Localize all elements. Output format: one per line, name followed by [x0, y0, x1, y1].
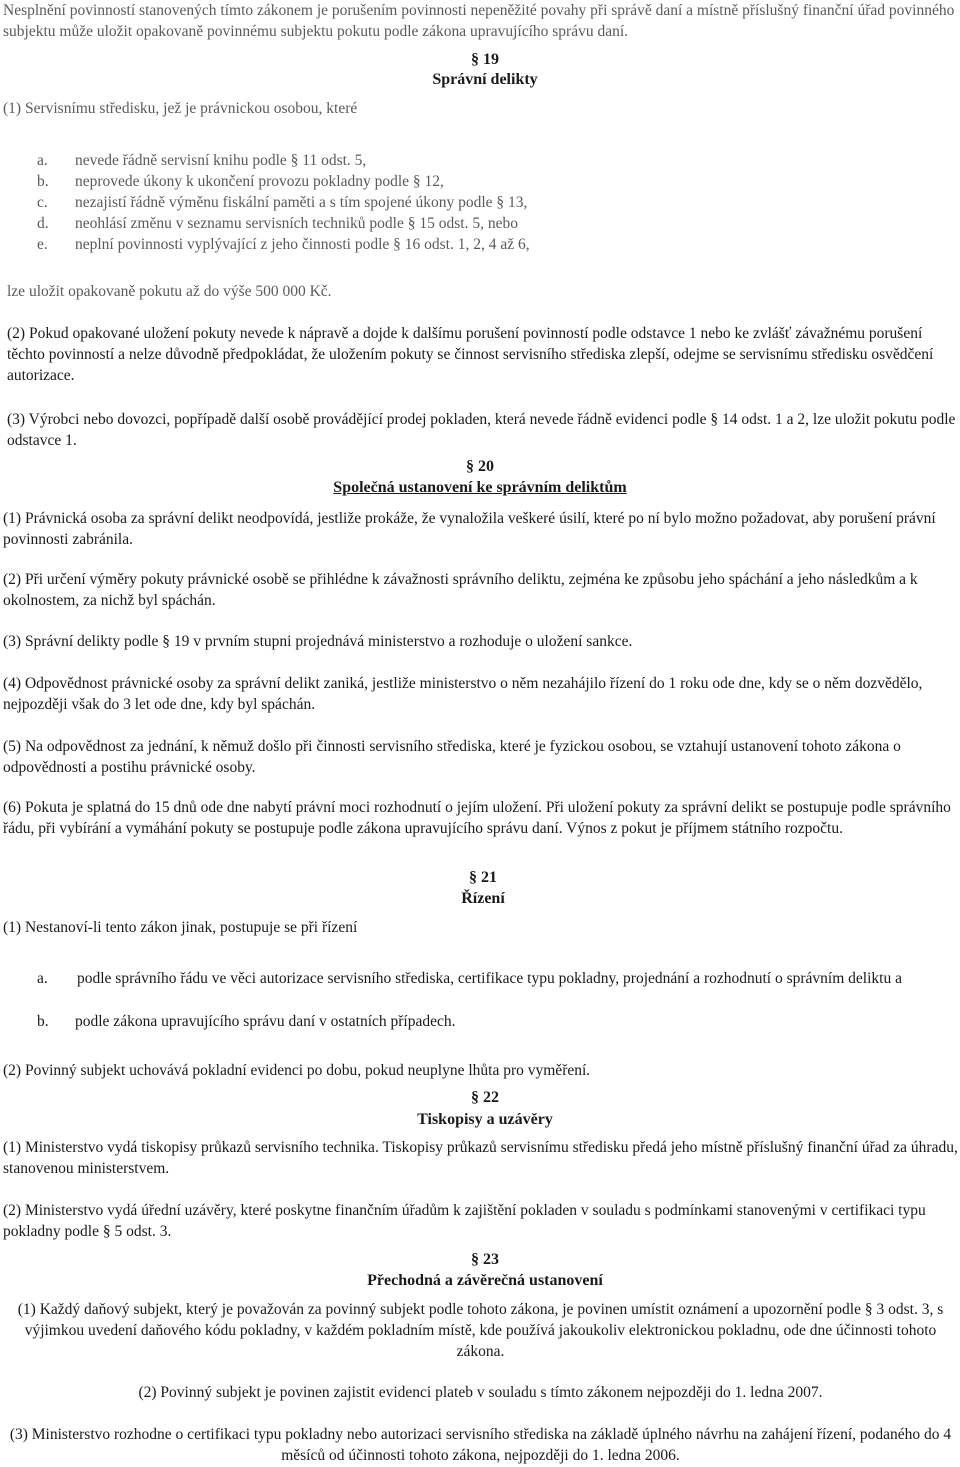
section-20-number: § 20 — [466, 458, 494, 475]
list-item — [37, 171, 444, 192]
section-21-number: § 21 — [469, 869, 497, 886]
section-19-para-1-end: lze uložit opakovaně pokutu až do výše 500 000 Kč. — [7, 283, 332, 300]
section-23-number: § 23 — [471, 1251, 499, 1268]
list-item — [37, 213, 518, 234]
section-21-para-2: (2) Povinný subjekt uchovává pokladní evidenci po dobu, pokud neuplyne lhůta pro vyměření. — [3, 1062, 591, 1079]
section-23-para-2: (2) Povinný subjekt je povinen zajistit evidenci plateb v souladu s tímto zákonem nejpozději do 1. ledna 2007. — [138, 1384, 823, 1401]
list-marker: a. — [37, 970, 48, 987]
section-19-number: § 19 — [471, 51, 499, 68]
section-22-para-2: (2) Ministerstvo vydá úřední uzávěry, které poskytne finančním úřadům k zajištění pokladen v souladu s podmínkami stanovenými v certifikaci typu pokladny podle § 5 odst. 3. — [3, 1202, 926, 1240]
section-21-para-1: (1) Nestanoví-li tento zákon jinak, postupuje se při řízení — [3, 919, 358, 936]
section-20-para-4: (4) Odpovědnost právnické osoby za správní delikt zaniká, jestliže ministerstvo o něm nezahájilo řízení do 1 roku ode dne, kdy se o něm dozvědělo, nejpozději však do 3 let ode dne, kdy byl spáchán. — [3, 675, 923, 713]
section-23-para-1: (1) Každý daňový subjekt, který je považován za povinný subjekt podle tohoto zákona, je povinen umístit oznámení a upozornění podle § 3 odst. 3, s výjimkou uvedení daňového kódu pokladny, v každém pokladním místě, kde používá jakoukoliv elektronickou pokladnu, ode dne účinnosti tohoto zákona. — [17, 1301, 944, 1360]
list-marker: e. — [37, 236, 48, 253]
section-23-title: Přechodná a závěrečná ustanovení — [367, 1272, 603, 1289]
list-item-text: neohlásí změnu v seznamu servisních techniků podle § 15 odst. 5, nebo — [75, 215, 518, 232]
section-20-para-2: (2) Při určení výměry pokuty právnické osobě se přihlédne k závažnosti správního deliktu, zejména ke způsobu jeho spáchání a jeho následkům a k okolnostem, za nichž byl spáchán. — [3, 571, 918, 609]
list-item — [37, 150, 366, 171]
list-item-text: neplní povinnosti vyplývající z jeho činnosti podle § 16 odst. 1, 2, 4 až 6, — [75, 236, 530, 253]
list-item-text: neprovede úkony k ukončení provozu pokladny podle § 12, — [75, 173, 444, 190]
list-marker: a. — [37, 152, 48, 169]
section-19-para-2: (2) Pokud opakované uložení pokuty nevede k nápravě a dojde k dalšímu porušení povinností podle odstavce 1 nebo ke zvlášť závažnému porušení těchto povinností a nelze důvodně předpokládat, že uložením pokuty se činnost servisního střediska zlepší, odejme se servisnímu středisku osvědčení autorizace. — [7, 325, 934, 384]
section-20-para-6: (6) Pokuta je splatná do 15 dnů ode dne nabytí právní moci rozhodnutí o jejím uložení. Při uložení pokuty za správní delikt se postupuje podle správního řádu, při vybírání a vymáhání pokuty se postupuje podle zákona upravujícího správu daní. Výnos z pokut je příjmem státního rozpočtu. — [3, 799, 951, 837]
section-20-para-5: (5) Na odpovědnost za jednání, k němuž došlo při činnosti servisního střediska, které je fyzickou osobou, se vztahují ustanovení tohoto zákona o odpovědnosti a postihu právnické osoby. — [3, 738, 901, 776]
section-20-para-3: (3) Správní delikty podle § 19 v prvním stupni projednává ministerstvo a rozhoduje o uložení sankce. — [3, 633, 633, 650]
list-marker: d. — [37, 215, 49, 232]
list-item-text: podle zákona upravujícího správu daní v ostatních případech. — [75, 1013, 456, 1030]
list-item-text: podle správního řádu ve věci autorizace servisního střediska, certifikace typu pokladny, projednání a rozhodnutí o správním deliktu a — [77, 970, 902, 987]
intro-paragraph: Nesplnění povinností stanovených tímto zákonem je porušením povinnosti nepeněžité povahy při správě daní a místně příslušný finanční úřad povinného subjektu může uložit opakovaně povinnému subjektu pokutu podle zákona upravujícího správu daní. — [3, 2, 955, 40]
section-20-para-1: (1) Právnická osoba za správní delikt neodpovídá, jestliže prokáže, že vynaložila veškeré úsilí, které po ní bylo možno požadovat, aby porušení právní povinnosti zabránila. — [3, 510, 936, 548]
section-23-para-3: (3) Ministerstvo rozhodne o certifikaci typu pokladny nebo autorizaci servisního střediska na základě úplného návrhu na zahájení řízení, podaného do 4 měsíců od účinnosti tohoto zákona, nejpozději do 1. ledna 2006. — [9, 1426, 952, 1464]
list-item — [37, 192, 527, 213]
section-22-title: Tiskopisy a uzávěry — [417, 1111, 553, 1128]
section-22-number: § 22 — [471, 1089, 499, 1106]
section-21-title: Řízení — [461, 890, 505, 907]
list-item-text: nezajistí řádně výměnu fiskální paměti a s tím spojené úkony podle § 13, — [75, 194, 528, 211]
section-19-para-1: (1) Servisnímu středisku, jež je právnickou osobou, které — [3, 100, 358, 117]
list-item-text: nevede řádně servisní knihu podle § 11 odst. 5, — [75, 152, 367, 169]
section-20-title: Společná ustanovení ke správním deliktům — [333, 479, 627, 496]
section-19-para-3: (3) Výrobci nebo dovozci, popřípadě další osobě provádějící prodej pokladen, která nevede řádně evidenci podle § 14 odst. 1 a 2, lze uložit pokutu podle odstavce 1. — [7, 411, 956, 449]
list-item — [37, 968, 917, 989]
section-19-title: Správní delikty — [432, 71, 538, 88]
list-item — [37, 234, 530, 255]
section-22-para-1: (1) Ministerstvo vydá tiskopisy průkazů servisního technika. Tiskopisy průkazů servisnímu středisku předá jeho místně příslušný finanční úřad za úhradu, stanovenou ministerstvem. — [3, 1139, 958, 1177]
list-marker: b. — [37, 173, 49, 190]
list-marker: b. — [37, 1013, 49, 1030]
list-marker: c. — [37, 194, 48, 211]
list-item — [37, 1011, 456, 1032]
